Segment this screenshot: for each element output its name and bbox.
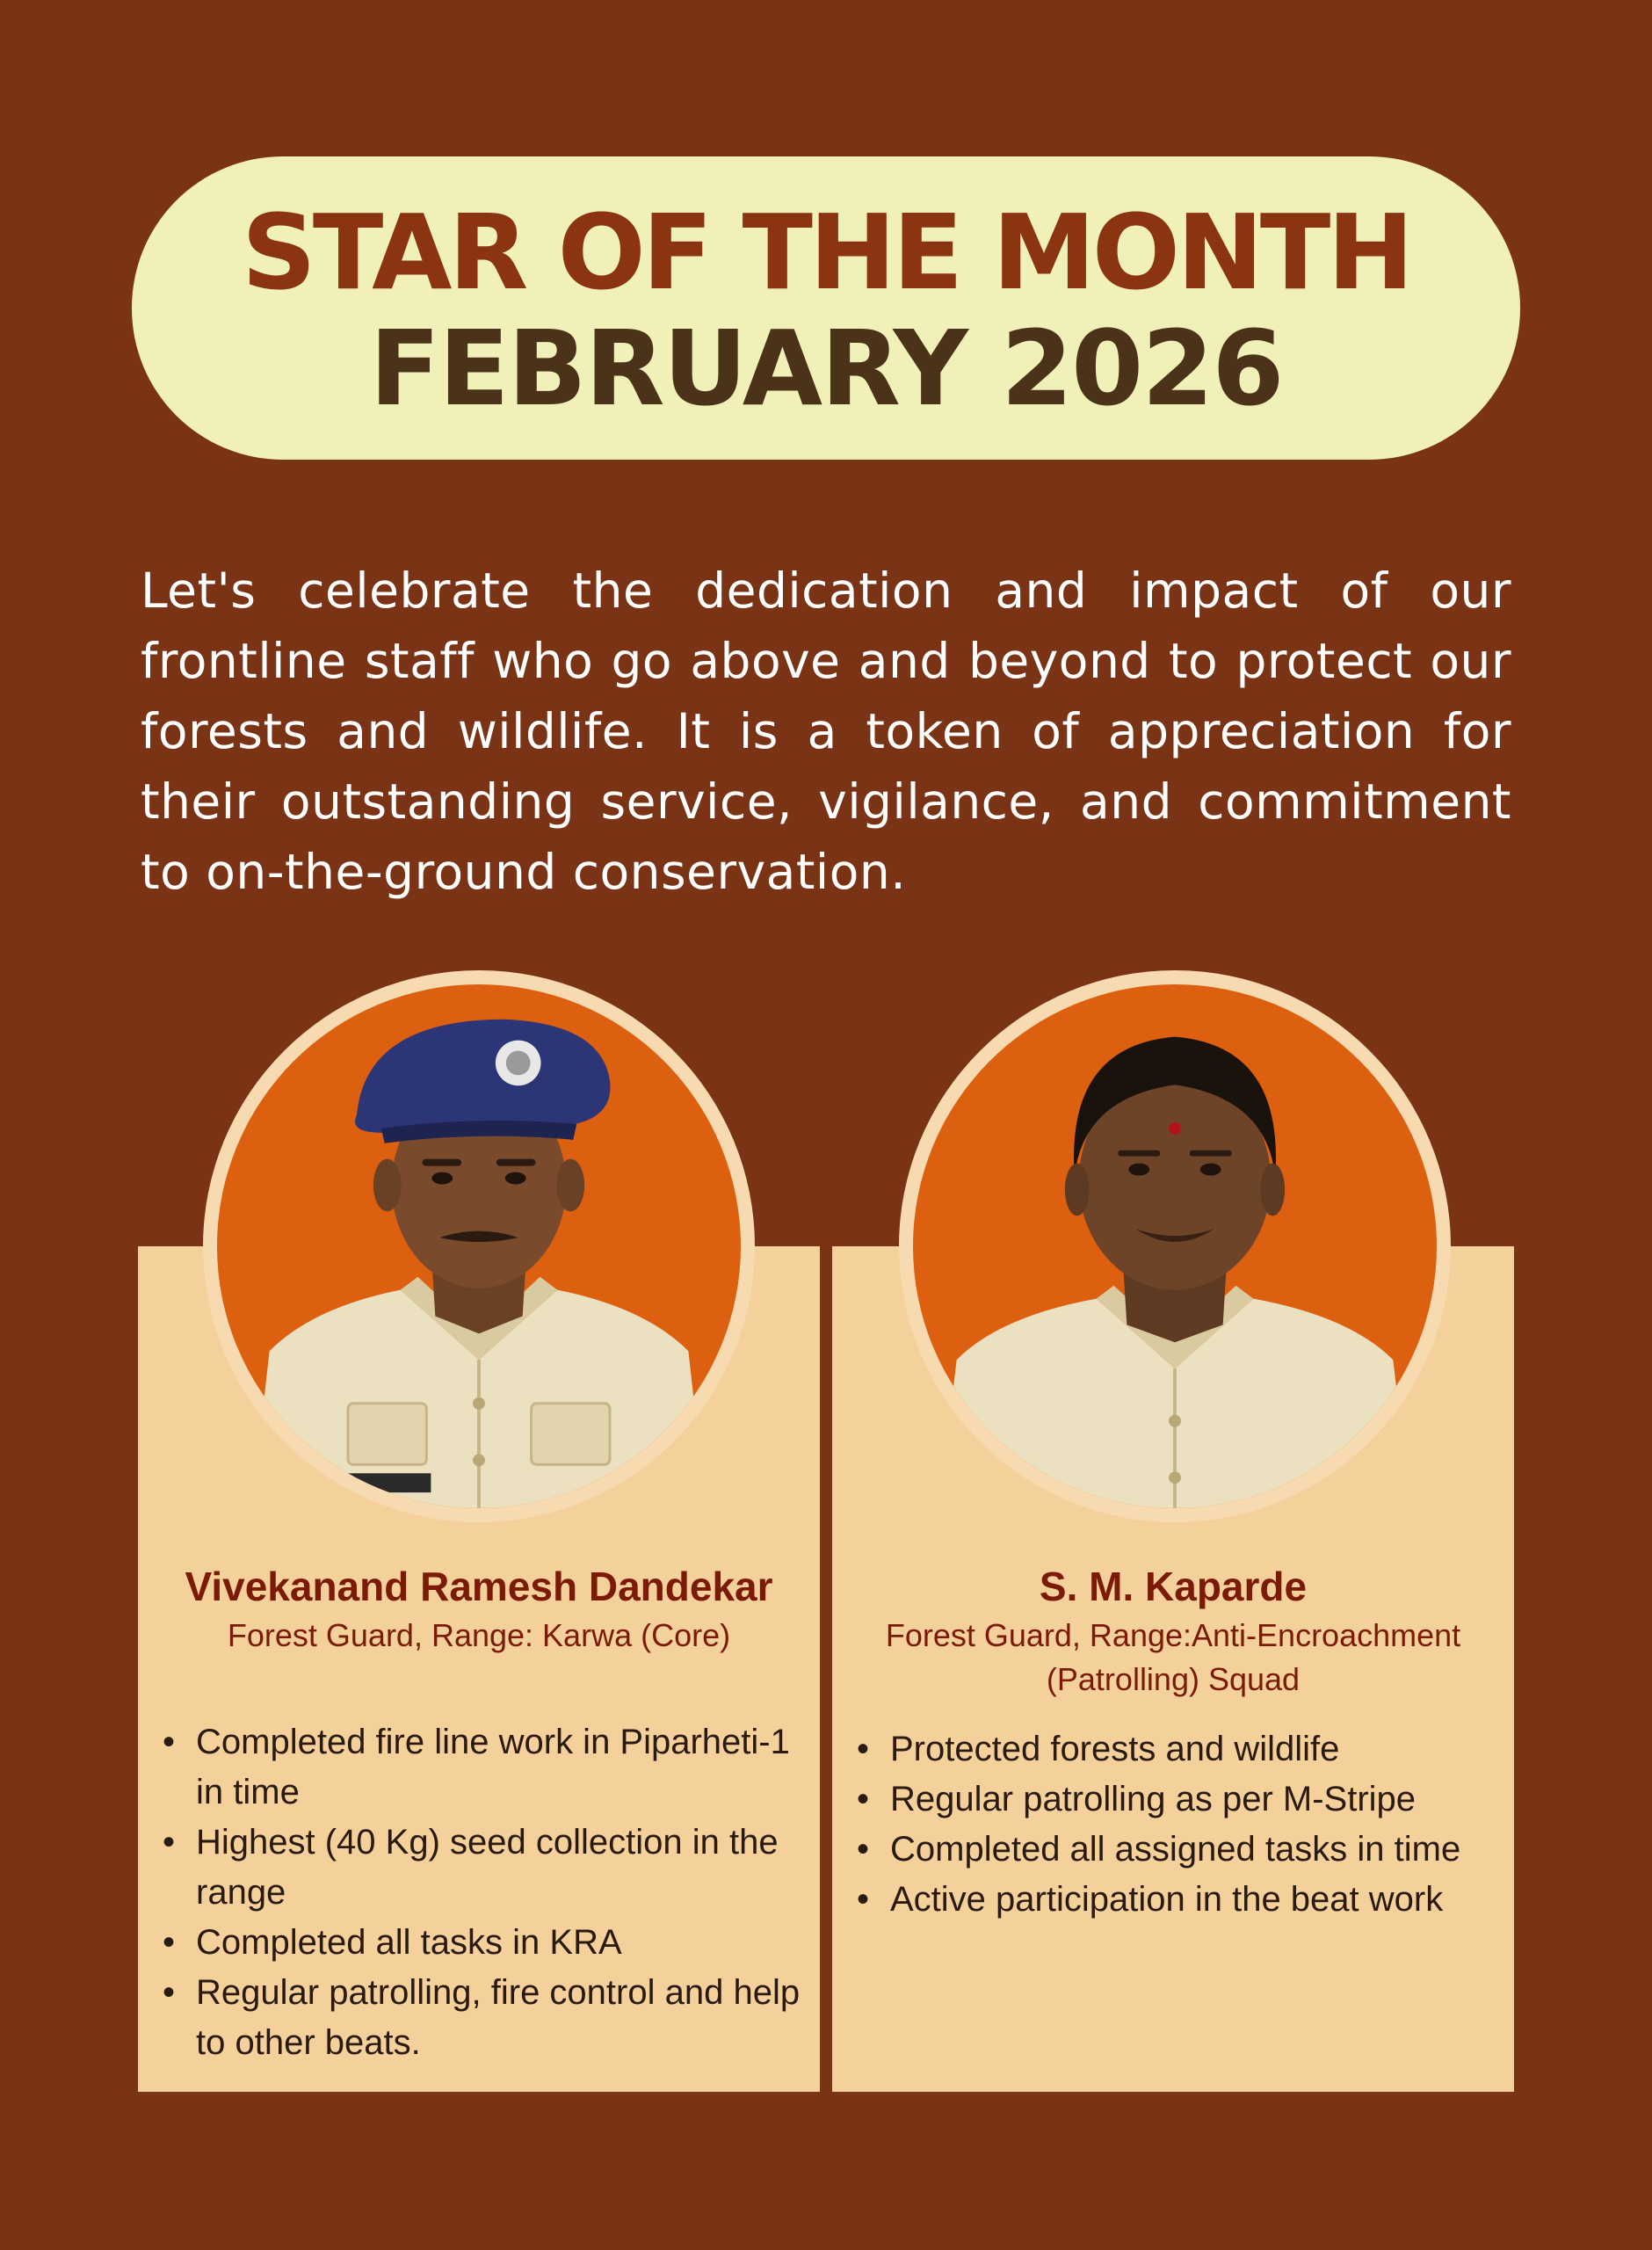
portrait-frame bbox=[899, 970, 1451, 1522]
title-banner bbox=[132, 156, 1520, 460]
awardee-role: Forest Guard, Range: Karwa (Core) bbox=[227, 1617, 731, 1653]
portrait-illustration bbox=[217, 984, 741, 1508]
list-item: • Completed fire line work in Piparheti-1 in time bbox=[157, 1717, 811, 1818]
intro-paragraph: Let's celebrate the dedication and impact of our frontline staff who go above and beyond to protect our forests and wildlife. It is a token of appreciation for their outstanding service, vigilance, and commitment to on-the-ground conservation. bbox=[141, 562, 1511, 900]
portrait-frame bbox=[203, 970, 755, 1522]
list-item: • Protected forests and wildlife bbox=[851, 1724, 1505, 1775]
achievement-list bbox=[851, 1724, 1505, 1925]
bullet-icon: • bbox=[163, 1973, 176, 2012]
bullet-icon: • bbox=[857, 1730, 870, 1768]
awardee-name: S. M. Kaparde bbox=[1039, 1564, 1308, 1609]
bullet-icon: • bbox=[163, 1723, 176, 1761]
bullet-icon: • bbox=[857, 1780, 870, 1818]
list-item: • Regular patrolling, fire control and help to other beats. bbox=[157, 1968, 811, 2068]
portrait-photo-female-forest-guard bbox=[913, 984, 1437, 1508]
list-item: • Completed all assigned tasks in time bbox=[851, 1825, 1505, 1875]
portrait-illustration bbox=[913, 984, 1437, 1508]
bullet-icon: • bbox=[163, 1923, 176, 1962]
awardee-role-continued: (Patrolling) Squad bbox=[1046, 1661, 1301, 1697]
title-month-year: FEBRUARY 2026 bbox=[369, 308, 1283, 429]
bullet-icon: • bbox=[857, 1880, 870, 1919]
title-star-of-the-month: STAR OF THE MONTH bbox=[241, 192, 1411, 313]
list-item: • Active participation in the beat work bbox=[851, 1875, 1505, 1925]
list-item: • Highest (40 Kg) seed collection in the range bbox=[157, 1818, 811, 1918]
list-item: • Completed all tasks in KRA bbox=[157, 1918, 811, 1968]
awardee-name: Vivekanand Ramesh Dandekar bbox=[185, 1564, 773, 1609]
bullet-icon: • bbox=[857, 1830, 870, 1869]
list-item: • Regular patrolling as per M-Stripe bbox=[851, 1775, 1505, 1825]
achievement-list bbox=[157, 1717, 811, 2068]
portrait-photo-male-forest-guard bbox=[217, 984, 741, 1508]
awardee-role: Forest Guard, Range:Anti-Encroachment bbox=[885, 1617, 1461, 1653]
bullet-icon: • bbox=[163, 1823, 176, 1862]
